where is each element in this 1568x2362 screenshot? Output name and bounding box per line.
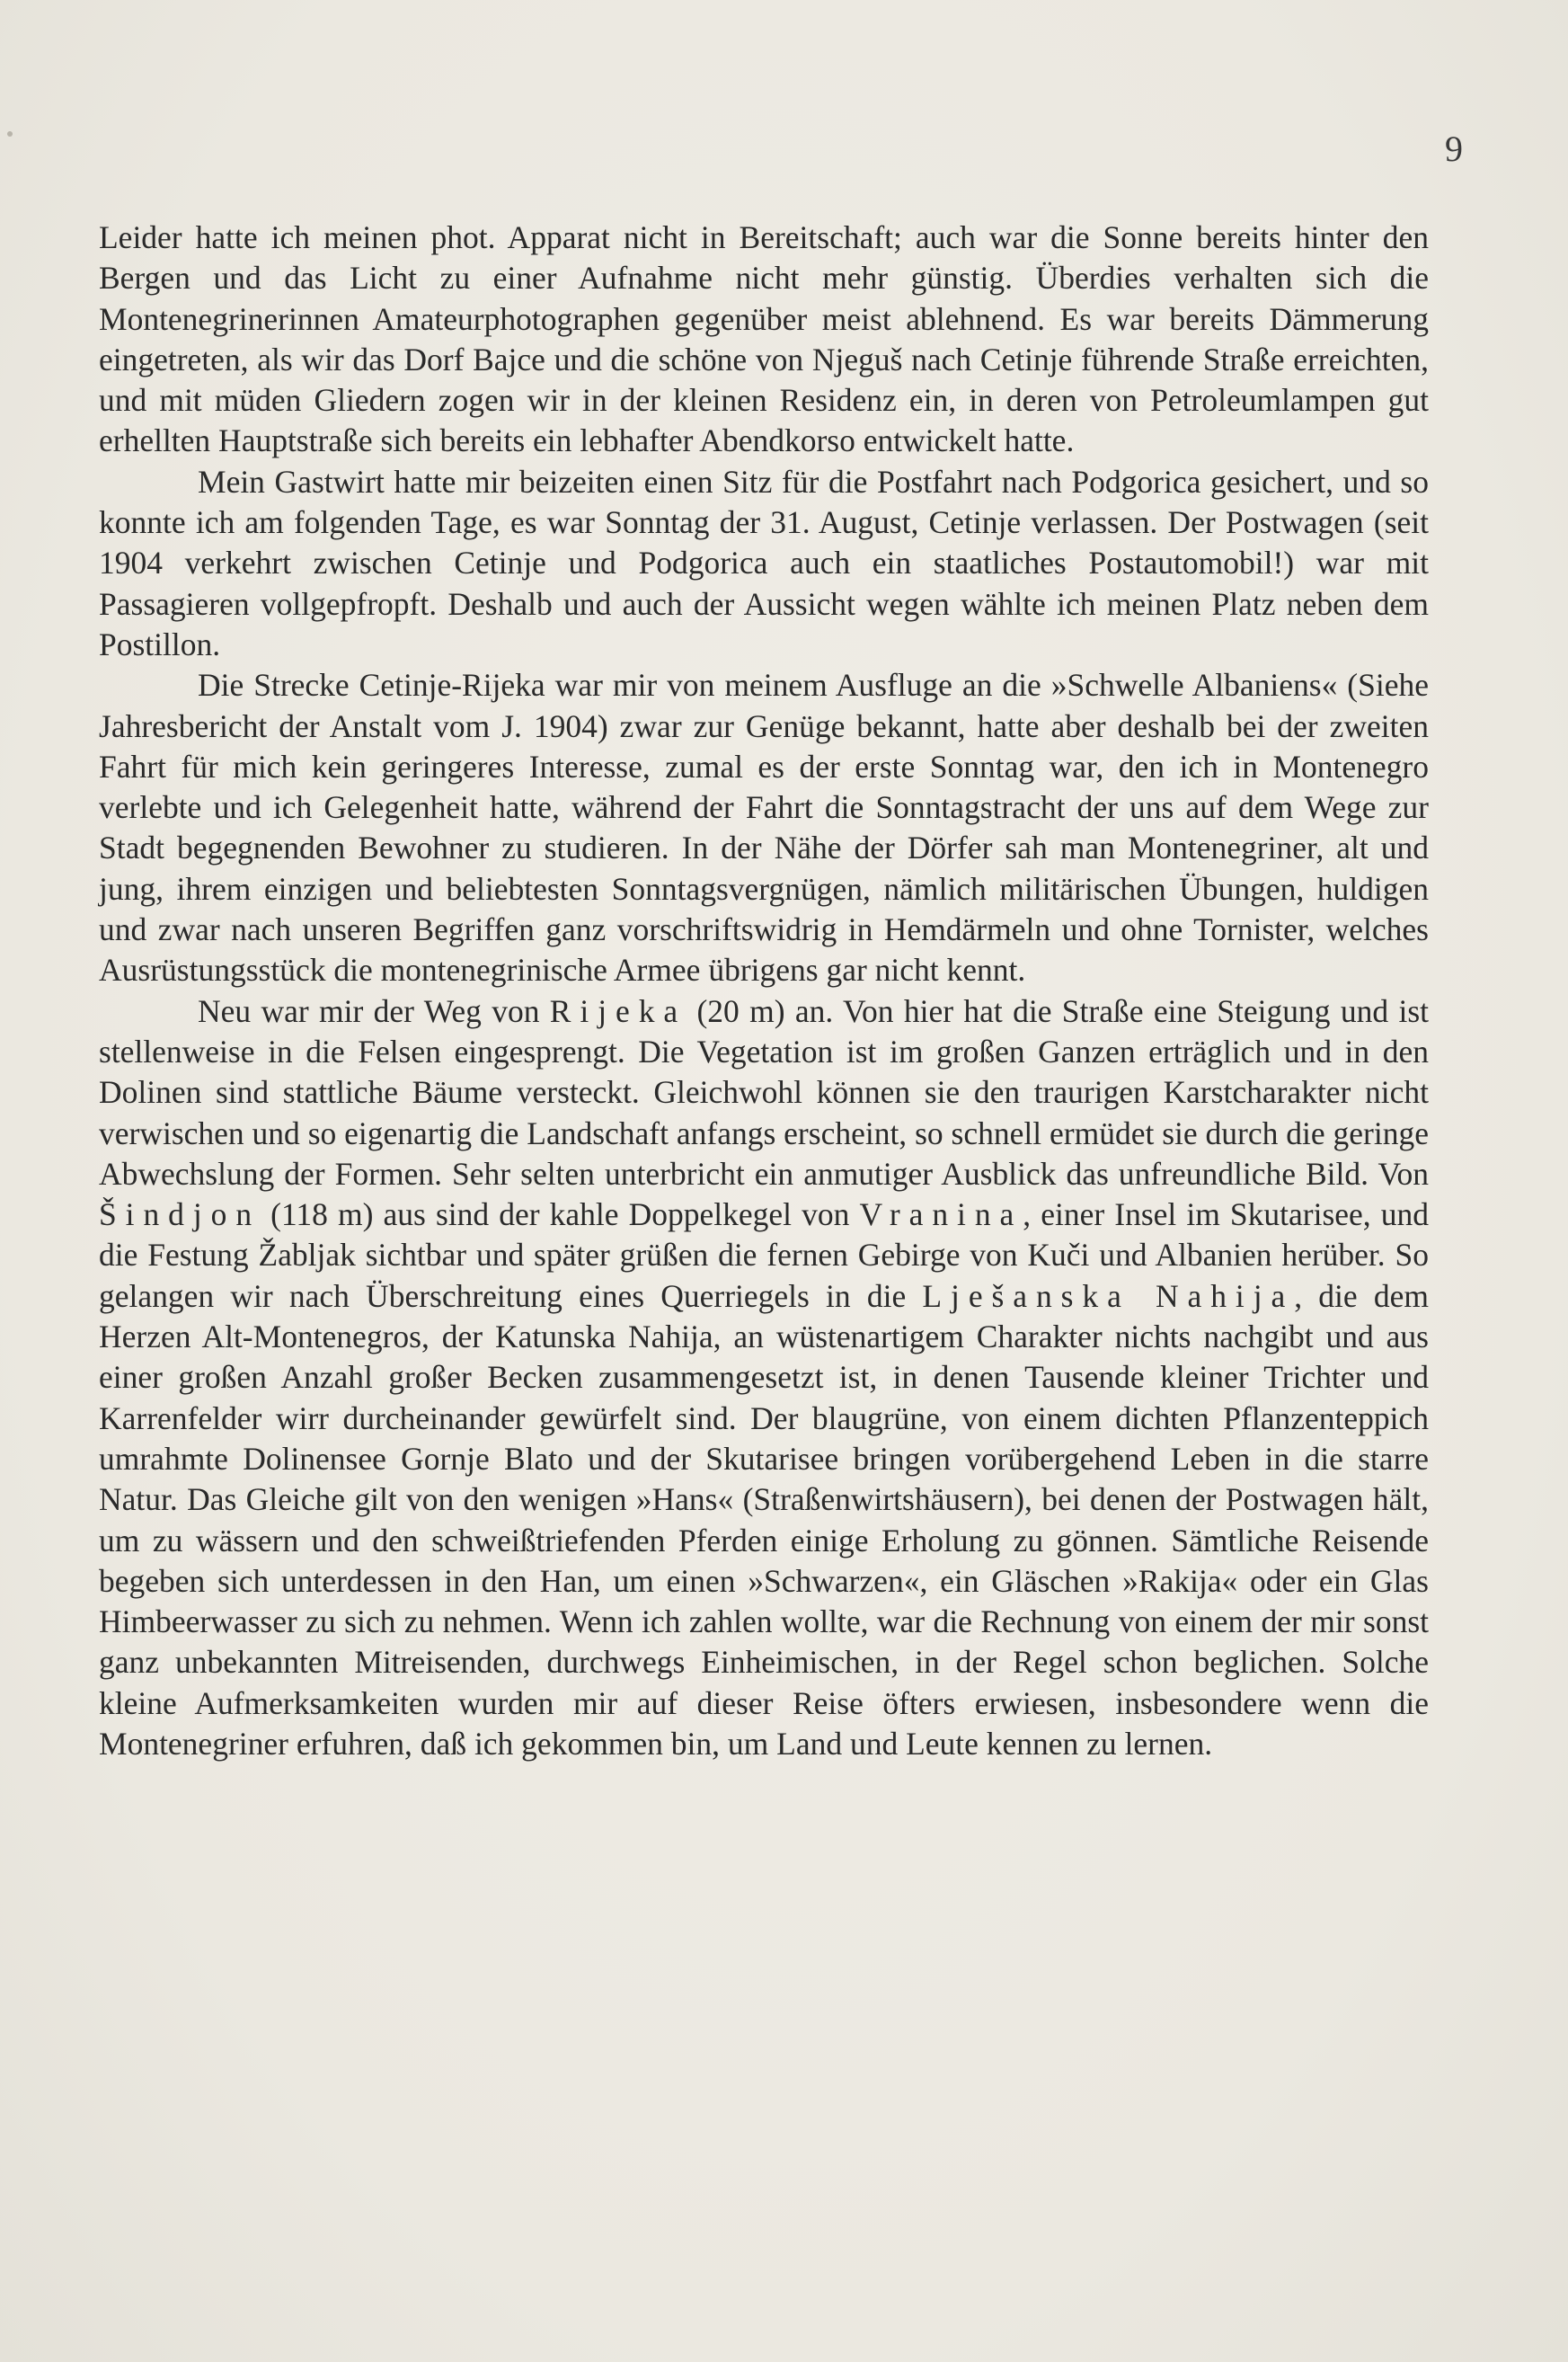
place-name-vranina: Vranina (859, 1196, 1023, 1233)
paragraph-text: , einer Insel im Skutarisee, und die Festung Žabljak sichtbar und später grüßen die fernen Gebirge von Kuči und Albanien herüber. So gelangen wir nach Überschreitung eines Querriegels in die (99, 1196, 1430, 1314)
paragraph-text: , die dem Herzen Alt-Montenegros, der Katunska Nahija, an wüstenartigem Charakter nichts nachgibt und aus einer großen Anzahl großer Becken zusammengesetzt ist, in denen Tausende kleiner Trichter und Karrenfelder wirr durcheinander gewürfelt sind. Der blaugrüne, von einem dichten Pflanzenteppich umrahmte Dolinensee Gornje Blato und der Skutarisee bringen vorübergehend Leben in die starre Natur. Das Gleiche gilt von den wenigen »Hans« (Straßenwirtshäusern), bei denen der Postwagen hält, um zu wässern und den schweißtriefenden Pferden einige Erholung zu gönnen. Sämtliche Reisende begeben sich unterdessen in den Han, um einen »Schwarzen«, ein Gläschen »Rakija« oder ein Glas Himbeerwasser zu sich zu nehmen. Wenn ich zahlen wollte, war die Rechnung von einem der mir sonst ganz unbekannten Mitreisenden, durchwegs Einheimischen, in der Regel schon beglichen. Solche kleine Aufmerksamkeiten wurden mir auf dieser Reise öfters erwiesen, insbesondere wenn die Montenegriner erfuhren, daß ich gekommen bin, um Land und Leute kennen zu lernen. (99, 1277, 1429, 1762)
paragraph: Leider hatte ich meinen phot. Apparat nicht in Bereitschaft; auch war die Sonne bereits hinter den Bergen und das Licht zu einer Aufnahme nicht mehr günstig. Überdies verhalten sich die Montenegrinerinnen Amateurphotographen gegenüber meist ablehnend. Es war bereits Dämmerung eingetreten, als wir das Dorf Bajce und die schöne von Njeguš nach Cetinje führende Straße erreichten, und mit müden Gliedern zogen wir in der kleinen Residenz ein, in deren von Petroleumlampen gut erhellten Hauptstraße sich bereits ein lebhafter Abendkorso entwickelt hatte. (99, 219, 1429, 459)
place-name-rijeka: Rijeka (549, 992, 687, 1029)
paper-speck (7, 131, 13, 137)
page-number: 9 (1445, 129, 1463, 169)
paragraph: Die Strecke Cetinje-Rijeka war mir von meinem Ausfluge an die »Schwelle Albaniens« (Siehe Jahresbericht der Anstalt vom J. 1904) zwar zur Genüge bekannt, hatte aber deshalb bei der zweiten Fahrt für mich kein geringeres Interesse, zumal es der erste Sonntag war, den ich in Montenegro verlebte und ich Gelegenheit hatte, während der Fahrt die Sonntagstracht der uns auf dem Wege zur Stadt begegnenden Bewohner zu studieren. In der Nähe der Dörfer sah man Montenegriner, alt und jung, ihrem einzigen und beliebtesten Sonntagsvergnügen, nämlich militärischen Übungen, huldigen und zwar nach unseren Begriffen ganz vorschriftswidrig in Hemdärmeln und ohne Tornister, welches Ausrüstungsstück die montenegrinische Armee übrigens gar nicht kennt. (99, 667, 1429, 989)
place-name-sindjon: Šindjon (99, 1196, 261, 1233)
paragraph-text: Neu war mir der Weg von (198, 992, 550, 1029)
paragraph-text: (20 m) an. Von hier hat die Straße eine Steigung und ist stellenweise in die Felsen eingesprengt. Die Vegetation ist im großen Ganzen erträglich und in den Dolinen sind stattliche Bäume versteckt. Gleichwohl können sie den traurigen Karstcharakter nicht verwischen und so eigenartig die Landschaft anfangs erscheint, so schnell ermüdet sie durch die geringe Abwechslung der Formen. Sehr selten unterbricht ein anmutiger Ausblick das unfreundliche Bild. Von (99, 992, 1429, 1192)
paragraph (99, 991, 1429, 1765)
place-name-ljesanska-nahija: Lješanska Nahija (922, 1277, 1295, 1314)
paragraph-text: (118 m) aus sind der kahle Doppelkegel von (261, 1196, 860, 1233)
paragraph: Mein Gastwirt hatte mir beizeiten einen Sitz für die Postfahrt nach Podgorica gesichert, und so konnte ich am folgenden Tage, es war Sonntag der 31. August, Cetinje verlassen. Der Postwagen (seit 1904 verkehrt zwischen Cetinje und Podgorica auch ein staatliches Postautomobil!) war mit Passagieren vollgepfropft. Deshalb und auch der Aussicht wegen wählte ich meinen Platz neben dem Postillon. (99, 463, 1429, 662)
body-text (99, 218, 1429, 1764)
